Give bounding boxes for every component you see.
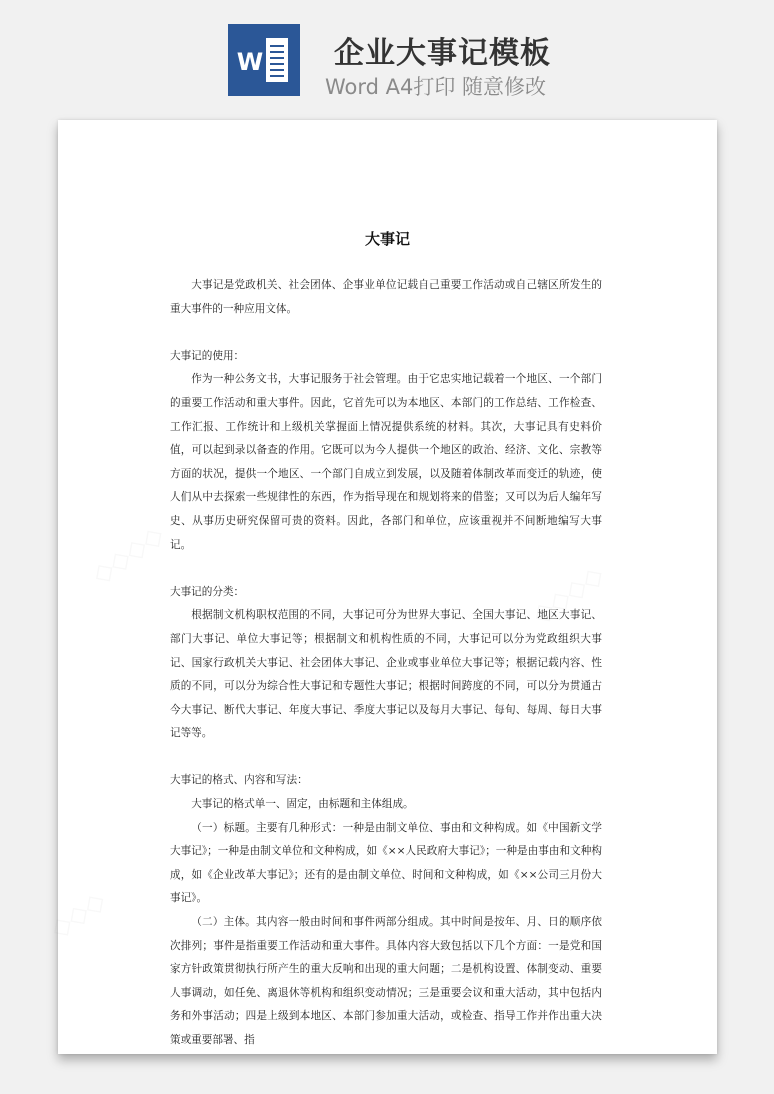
body-paragraph: 根据制文机构职权范围的不同，大事记可分为世界大事记、全国大事记、地区大事记、部门大事记、单位大事记等；根据制文和机构性质的不同，大事记可以分为党政组织大事记、国家行政机关大事记、社会团体大事记、企业或事业单位大事记等；根据记载内容、性质的不同，可以分为综合性大事记和专题性大事记；根据时间跨度的不同，可以分为贯通古今大事记、断代大事记、年度大事记、季度大事记以及每月大事记、每旬、每周、每日大事记等等。: [170, 609, 602, 740]
body-paragraph: （二）主体。其内容一般由时间和事件两部分组成。其中时间是按年、月、日的顺序依次排列；事件是指重要工作活动和重大事件。具体内容大致包括以下几个方面：一是党和国家方针政策贯彻执行所产生的重大反响和出现的重大问题；二是机构设置、体制变动、重要人事调动，如任免、离退休等机构和组织变动情况；三是重要会议和重大活动，其中包括内务和外事活动；四是上级到本地区、本部门参加重大活动，或检查、指导工作并作出重大决策或重要部署、指: [170, 916, 602, 1046]
word-logo-letter: W: [236, 48, 264, 76]
document-page: [44, 120, 717, 1054]
section-heading: 大事记的分类：: [170, 585, 245, 598]
body-paragraph: （一）标题。主要有几种形式：一种是由制文单位、事由和文种构成。如《中国新文学大事记》；一种是由制文单位和文种构成，如《××人民政府大事记》；一种是由事由和文种构成，如《企业改革大事记》；还有的是由制文单位、时间和文种构成，如《××公司三月份大事记》。: [170, 821, 602, 905]
template-header: [0, 0, 774, 118]
template-title: 企业大事记模板: [334, 36, 551, 71]
document-title: 大事记: [364, 230, 410, 248]
section-heading: 大事记的使用：: [170, 349, 245, 362]
watermark-mark: ◇◇◇: [44, 885, 112, 945]
word-icon: [228, 24, 300, 96]
body-paragraph: 大事记的格式单一、固定，由标题和主体组成。: [191, 798, 414, 811]
watermark-mark: ◇◇◇◇: [86, 519, 170, 591]
template-subtitle: Word A4打印 随意修改: [325, 75, 547, 99]
watermark-mark: ◇◇◇◇: [526, 559, 610, 631]
body-paragraph: 大事记是党政机关、社会团体、企事业单位记载自己重要工作活动或自己辖区所发生的重大事件的一种应用文体。: [170, 279, 602, 315]
document-body: [170, 274, 602, 1053]
section-heading: 大事记的格式、内容和写法：: [170, 774, 308, 787]
body-paragraph: 作为一种公务文书，大事记服务于社会管理。由于它忠实地记载着一个地区、一个部门的重要工作活动和重大事件。因此，它首先可以为本地区、本部门的工作总结、工作检查、工作汇报、工作统计和上级机关掌握面上情况提供系统的材料。其次，大事记具有史料价值，可以起到录以备查的作用。它既可以为今人提供一个地区的政治、经济、文化、宗教等方面的状况，提供一个地区、一个部门自成立到发展，以及随着体制改革而变迁的轨迹，使人们从中去探索一些规律性的东西，作为指导现在和规划将来的借鉴；又可以为后人编年写史、从事历史研究保留可贵的资料。因此，各部门和单位，应该重视并不间断地编写大事记。: [170, 373, 602, 551]
